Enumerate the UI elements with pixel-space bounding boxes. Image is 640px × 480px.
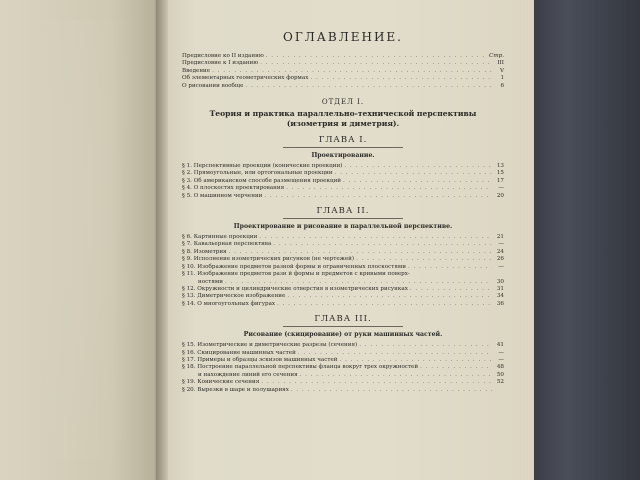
section-title: Теория и практика параллельно-технической перспективы (изометрия и диметрия). — [209, 109, 477, 129]
toc-entry: § 13. Диметрическое изображение . . . 34 — [182, 293, 504, 300]
page-edges — [520, 0, 534, 480]
book-cover — [534, 0, 640, 480]
toc-entry: § 1. Перспективные проекции (конические проекции) . . . 13 — [182, 163, 504, 170]
chapter-title: Проектирование и рисование в параллельной перспективе. — [233, 223, 453, 231]
toc-entry-continuation: ностями . . . 30 — [182, 279, 504, 286]
toc-entry: Об элементарных геометрических формах . . . 1 — [182, 75, 504, 82]
table-of-contents — [182, 30, 504, 394]
divider — [283, 218, 403, 219]
chapter-title: Проектирование. — [311, 152, 375, 160]
chapter-heading: ГЛАВА I. — [318, 135, 368, 146]
toc-entry: § 20. Вырезки в шаре и полушариях . . . — [182, 387, 504, 394]
section-heading: ОТДЕЛ I. — [321, 98, 365, 107]
toc-entry: Предисловие ко II изданию . . . Стр. — [182, 53, 504, 60]
toc-entry: § 4. О плоскостях проектирования . . . — — [182, 185, 504, 192]
chapter-heading: ГЛАВА II. — [316, 206, 370, 217]
toc-entry: Предисловие к I изданию . . . III — [182, 60, 504, 67]
left-page — [0, 0, 160, 480]
toc-entry: § 5. О машинном черчении . . . 20 — [182, 193, 504, 200]
toc-entry-continuation: и нахождение линий его сечения . . . 50 — [182, 372, 504, 379]
front-matter — [182, 53, 504, 90]
toc-entry: § 3. Об американском способе размещения проекций . . . 17 — [182, 178, 504, 185]
page-column-header: Стр. — [489, 53, 504, 59]
toc-entry: § 19. Конические сечения . . . 52 — [182, 379, 504, 386]
toc-entry: § 9. Исполнение изометрических рисунков (не чертежей) . . . 26 — [182, 256, 504, 263]
page-title: ОГЛАВЛЕНИЕ. — [283, 30, 403, 44]
toc-entry: § 16. Скицирование машинных частей . . . — — [182, 350, 504, 357]
toc-entry: § 10. Изображение предметов разной формы и ограниченных плоскостями . . . — — [182, 264, 504, 271]
toc-entry: § 14. О многоугольных фигурах . . . 36 — [182, 301, 504, 308]
toc-entry: § 18. Построение параллельной перспективы фланца вокруг трех окружностей . . . 48 — [182, 364, 504, 371]
toc-entry: § 17. Примеры и образцы эскизов машинных частей . . . — — [182, 357, 504, 364]
toc-entry: § 7. Кавальерная перспектива . . . — — [182, 241, 504, 248]
toc-entry: § 8. Изометрия . . . 24 — [182, 249, 504, 256]
toc-entry: § 11. Изображение предметов разн й формы и предметов с кривыми поверх- — [182, 271, 410, 278]
toc-entry: Введение . . . V — [182, 68, 504, 75]
divider — [283, 326, 403, 327]
divider — [283, 147, 403, 148]
chapter-heading: ГЛАВА III. — [314, 314, 372, 325]
chapter-title: Рисование (скицирование) от руки машинных частей. — [243, 331, 443, 339]
toc-entry: § 15. Изометрические и диметрические разрезы (сечения) . . . 41 — [182, 342, 504, 349]
toc-entry: О рисовании вообще . . . 6 — [182, 83, 504, 90]
toc-entry: § 6. Картинные проекции . . . 21 — [182, 234, 504, 241]
toc-entry: § 12. Окружности и цилиндрические отверстия в изометрических рисунках . . . 31 — [182, 286, 504, 293]
toc-entry: § 2. Прямоугольные, или ортогональные проекции . . . 15 — [182, 170, 504, 177]
